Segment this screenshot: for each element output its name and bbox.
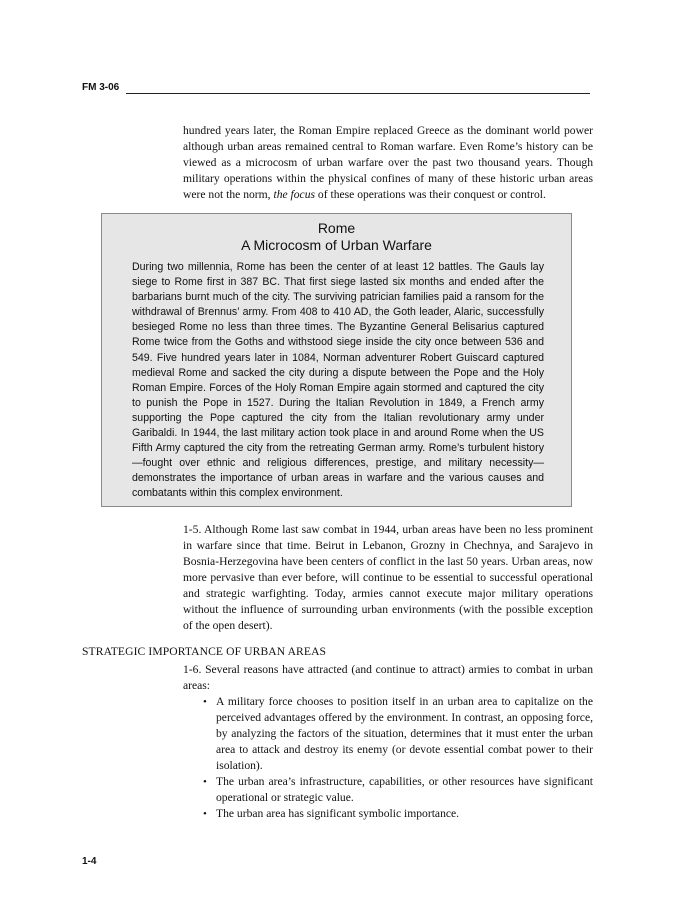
bullet-text: The urban area has significant symbolic importance. xyxy=(216,807,460,820)
bullet-text: A military force chooses to position itself in an urban area to capitalize on the perceived advantages offered by the environment. In contrast, an opposing force, by analyzing the factors of the situation, determines that it must enter the urban area to attack and destroy its enemy (or devote essential combat power to their isolation). xyxy=(216,695,593,772)
paragraph-1-5: 1-5. Although Rome last saw combat in 1944, urban areas have been no less prominent in warfare since that time. Beirut in Lebanon, Grozny in Chechnya, and Sarajevo in Bosnia-Herzegovina have been centers of conflict in the last 50 years. Urban areas, now more pervasive than ever before, will continue to be essential to successful operational and strategic warfighting. Today, armies cannot execute major military operations without the influence of surrounding urban environments (with the possible exception of the open desert). xyxy=(183,523,593,632)
intro-italic-emphasis: the focus xyxy=(273,188,316,201)
intro-paragraph xyxy=(183,123,593,203)
bullet-text: The urban area’s infrastructure, capabilities, or other resources have significant operational or strategic value. xyxy=(216,775,593,804)
bullet-icon: • xyxy=(203,696,207,708)
sidebar-box-subtitle: A Microcosm of Urban Warfare xyxy=(241,237,432,253)
bullet-item xyxy=(200,806,593,822)
header-manual-id: FM 3-06 xyxy=(82,82,120,93)
sidebar-box-rome xyxy=(101,213,572,507)
intro-text-end: of these operations was their conquest or control. xyxy=(315,188,546,201)
page-number: 1-4 xyxy=(82,856,97,867)
bullet-item xyxy=(200,774,593,806)
bullet-item xyxy=(200,694,593,774)
header-rule xyxy=(126,93,590,94)
bullet-icon: • xyxy=(203,776,207,788)
bullet-list xyxy=(200,694,593,822)
sidebar-box-title: Rome xyxy=(317,220,356,236)
intro-text-start: hundred years later, the Roman Empire replaced Greece as the dominant world power although urban areas remained central to Roman warfare. Even Rome’s history can be viewed as a microcosm of urban warfare over the past two thousand years. Though military operations within the physical confines of many of these historic urban areas were not the norm, xyxy=(183,124,593,201)
section-heading: STRATEGIC IMPORTANCE OF URBAN AREAS xyxy=(82,645,327,658)
bullet-icon: • xyxy=(203,808,207,820)
sidebar-box-body: During two millennia, Rome has been the center of at least 12 battles. The Gauls lay siege to Rome first in 387 BC. That first siege lasted six months and ended after the barbarians burnt much of the city. The surviving patrician families paid a ransom for the withdrawal of Brennus’ army. From 408 to 410 AD, the Goth leader, Alaric, successfully besieged Rome no less than three times. The Byzantine General Belisarius captured Rome twice from the Goths and withstood siege inside the city once between 536 and 549. Five hundred years later in 1084, Norman adventurer Robert Guiscard captured medieval Rome and sacked the city during a dispute between the Pope and the Holy Roman Empire. Forces of the Holy Roman Empire again stormed and captured the city to punish the Pope in 1527. During the Italian Revolution in 1849, a French army supporting the Pope captured the city from the Italian revolutionary army under Garibaldi. In 1944, the last military action took place in and around Rome when the US Fifth Army captured the city from the retreating German army. Rome’s turbulent history—fought over ethnic and religious differences, prestige, and military necessity—demonstrates the importance of urban areas in warfare and the various causes and combatants within this complex environment. xyxy=(132,261,544,500)
paragraph-1-6: 1-6. Several reasons have attracted (and continue to attract) armies to combat in urban areas: xyxy=(183,663,593,692)
